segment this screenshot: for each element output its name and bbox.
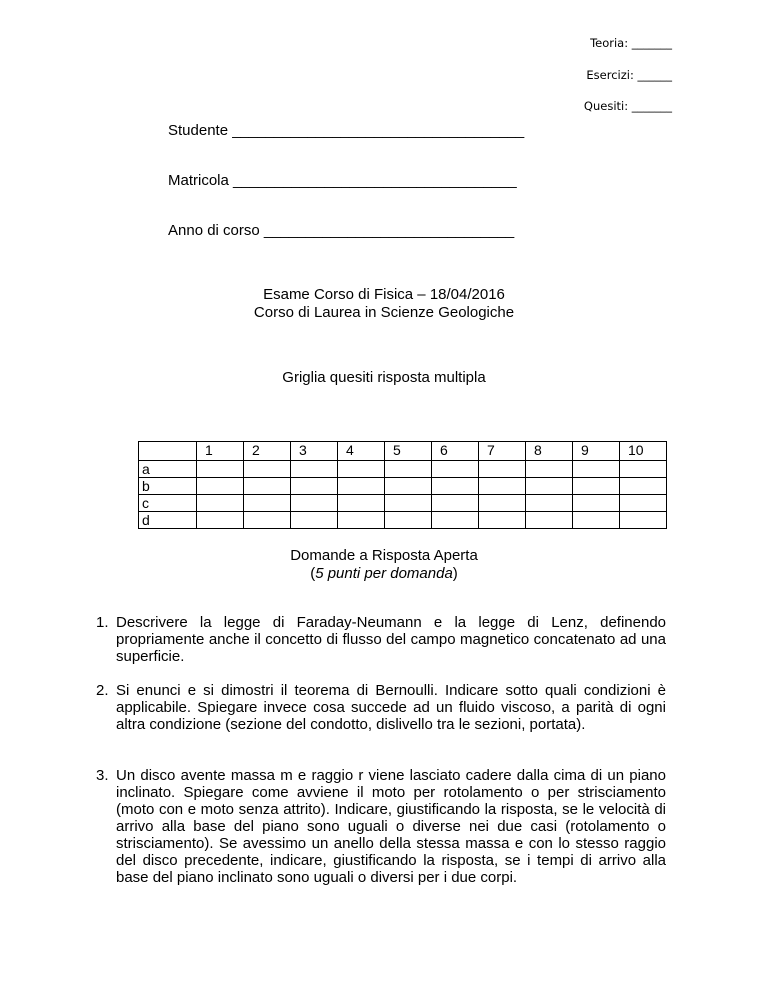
answer-cell[interactable]: [479, 512, 526, 529]
question-number: 2.: [96, 682, 109, 699]
grid-corner-cell: [139, 442, 197, 461]
subtitle-open-paren: (: [310, 565, 316, 582]
answer-cell[interactable]: [244, 495, 291, 512]
answer-cell[interactable]: [526, 495, 573, 512]
answer-cell[interactable]: [291, 461, 338, 478]
grid-col-9: 9: [573, 442, 620, 461]
question-1: [96, 614, 666, 665]
answer-cell[interactable]: [620, 512, 667, 529]
answer-cell[interactable]: [573, 461, 620, 478]
answer-cell[interactable]: [432, 495, 479, 512]
grid-col-10: 10: [620, 442, 667, 461]
question-3: [96, 767, 666, 886]
answer-cell[interactable]: [338, 495, 385, 512]
question-text: Un disco avente massa m e raggio r viene lasciato cadere dalla cima di un piano inclinato. Spiegare come avviene il moto per rotolamento o per strisciamento (moto con e moto senza attrito). Indicare, giustificando la risposta, se le velocità di arrivo alla base del piano sono uguali o diverse nei due casi (rotolamento o strisciamento). Se avessimo un anello della stessa massa e con lo stesso raggio del disco precedente, indicare, giustificando la risposta, se i tempi di arrivo alla base del piano inclinato sono uguali o diversi per i due corpi.: [116, 767, 666, 886]
answer-cell[interactable]: [526, 478, 573, 495]
answer-cell[interactable]: [197, 478, 244, 495]
score-quesiti: Quesiti: _______: [583, 99, 672, 113]
answer-cell[interactable]: [338, 478, 385, 495]
score-teoria: Teoria: _______: [590, 36, 672, 50]
points-per-question: 5 punti per domanda: [315, 565, 453, 582]
question-2: [96, 682, 666, 733]
question-text: Descrivere la legge di Faraday-Neumann e la legge di Lenz, definendo propriamente anche il concetto di flusso del campo magnetico concatenato ad una superficie.: [116, 614, 666, 665]
grid-title: Griglia quesiti risposta multipla: [282, 369, 486, 386]
score-esercizi: Esercizi: ______: [586, 68, 672, 82]
grid-row-d: [139, 512, 667, 529]
answer-cell[interactable]: [432, 478, 479, 495]
answer-cell[interactable]: [291, 478, 338, 495]
answer-cell[interactable]: [526, 512, 573, 529]
answer-cell[interactable]: [432, 461, 479, 478]
anno-corso-field: Anno di corso ______________________________: [168, 222, 515, 239]
answer-cell[interactable]: [197, 512, 244, 529]
answer-cell[interactable]: [197, 495, 244, 512]
grid-header-row: [139, 442, 667, 461]
answer-cell[interactable]: [573, 495, 620, 512]
answer-cell[interactable]: [620, 461, 667, 478]
student-field: Studente ___________________________________: [168, 122, 525, 139]
grid-col-4: 4: [338, 442, 385, 461]
question-number: 3.: [96, 767, 109, 784]
open-questions-title: Domande a Risposta Aperta: [290, 547, 478, 564]
answer-cell[interactable]: [479, 461, 526, 478]
matricola-field: Matricola __________________________________: [168, 172, 517, 189]
answer-cell[interactable]: [620, 495, 667, 512]
grid-row-label: a: [139, 461, 197, 478]
answer-cell[interactable]: [291, 495, 338, 512]
question-text: Si enunci e si dimostri il teorema di Bernoulli. Indicare sotto quali condizioni è applicabile. Spiegare invece cosa succede ad un fluido viscoso, a parità di ogni altra condizione (sezione del condotto, dislivello tra le sezioni, portata).: [116, 682, 666, 733]
grid-col-7: 7: [479, 442, 526, 461]
question-number: 1.: [96, 614, 109, 631]
answer-cell[interactable]: [291, 512, 338, 529]
grid-row-label: b: [139, 478, 197, 495]
answer-grid: [138, 441, 667, 529]
subtitle-close-paren: ): [452, 565, 458, 582]
grid-col-2: 2: [244, 442, 291, 461]
grid-row-c: [139, 495, 667, 512]
answer-cell[interactable]: [479, 478, 526, 495]
open-questions-subtitle: [0, 565, 768, 582]
answer-cell[interactable]: [526, 461, 573, 478]
answer-cell[interactable]: [338, 512, 385, 529]
course-title: Corso di Laurea in Scienze Geologiche: [253, 304, 515, 321]
grid-row-label: d: [139, 512, 197, 529]
answer-cell[interactable]: [244, 512, 291, 529]
answer-cell[interactable]: [385, 512, 432, 529]
answer-cell[interactable]: [244, 461, 291, 478]
answer-cell[interactable]: [432, 512, 479, 529]
answer-cell[interactable]: [385, 461, 432, 478]
grid-row-a: [139, 461, 667, 478]
answer-cell[interactable]: [620, 478, 667, 495]
answer-cell[interactable]: [244, 478, 291, 495]
answer-cell[interactable]: [573, 512, 620, 529]
grid-col-3: 3: [291, 442, 338, 461]
grid-col-8: 8: [526, 442, 573, 461]
grid-col-5: 5: [385, 442, 432, 461]
answer-cell[interactable]: [338, 461, 385, 478]
exam-title: Esame Corso di Fisica – 18/04/2016: [263, 286, 505, 303]
answer-cell[interactable]: [573, 478, 620, 495]
grid-col-6: 6: [432, 442, 479, 461]
answer-cell[interactable]: [385, 495, 432, 512]
grid-col-1: 1: [197, 442, 244, 461]
grid-row-b: [139, 478, 667, 495]
answer-cell[interactable]: [385, 478, 432, 495]
answer-cell[interactable]: [479, 495, 526, 512]
answer-cell[interactable]: [197, 461, 244, 478]
grid-row-label: c: [139, 495, 197, 512]
